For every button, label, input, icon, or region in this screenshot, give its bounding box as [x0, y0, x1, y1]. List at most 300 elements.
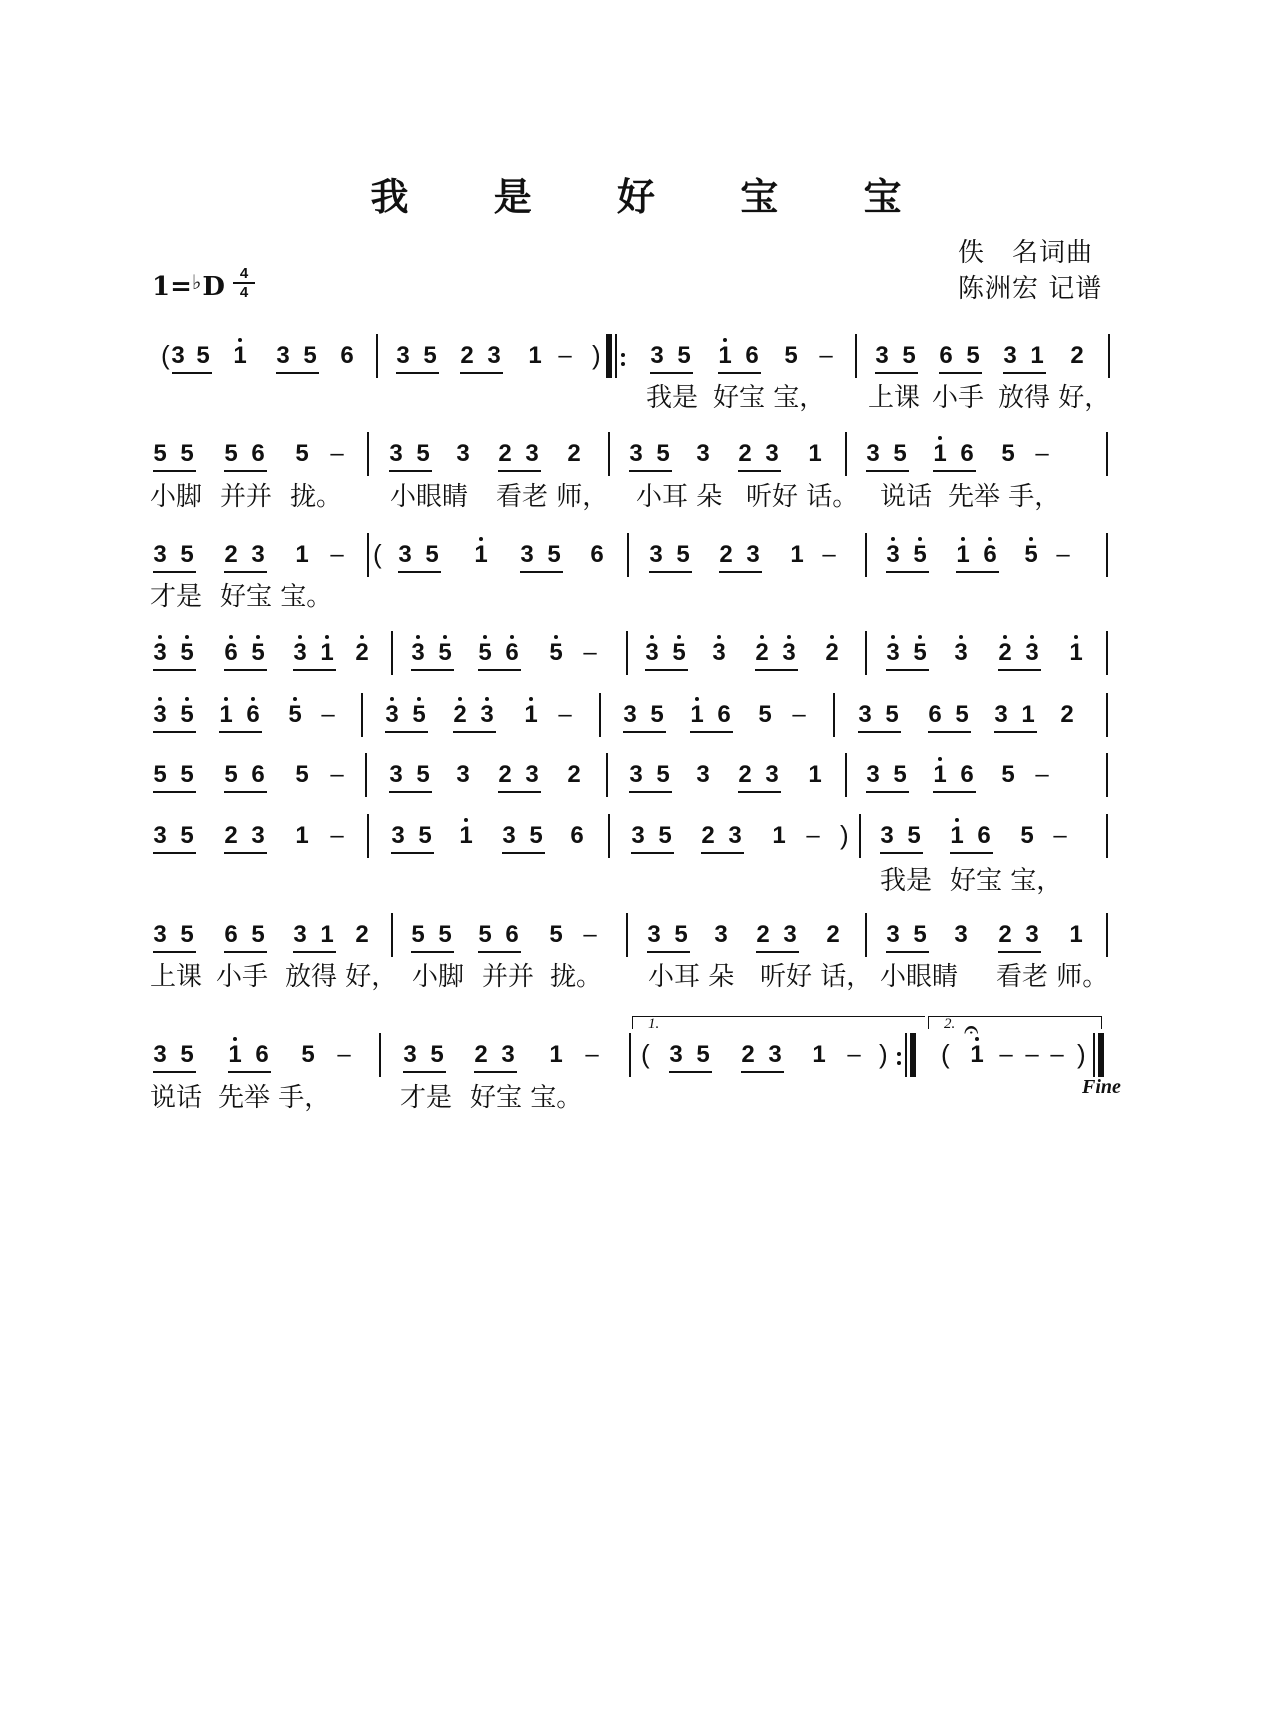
sustain-dash: –	[585, 1041, 599, 1068]
eighth-note-beam	[153, 731, 196, 733]
eighth-note-beam	[998, 669, 1041, 671]
note-5: 5	[153, 440, 167, 467]
eighth-note-beam	[389, 791, 432, 793]
note-3: 3	[477, 701, 497, 729]
note-3: 3	[520, 541, 534, 568]
eighth-note-beam	[629, 791, 672, 793]
note-3: 3	[696, 440, 710, 467]
note-3: 3	[408, 639, 428, 667]
high-octave-dot	[554, 635, 558, 639]
lyric-text: 小眼睛	[880, 962, 959, 992]
note-5: 5	[295, 440, 309, 467]
eighth-note-beam	[738, 791, 781, 793]
eighth-note-beam	[153, 791, 196, 793]
note-1: 1	[790, 541, 804, 568]
eighth-note-beam	[1003, 372, 1046, 374]
note-6: 6	[505, 921, 519, 948]
eighth-note-beam	[224, 852, 267, 854]
note-6: 6	[980, 541, 1000, 569]
note-2: 2	[822, 639, 842, 667]
time-signature	[233, 266, 255, 300]
note-3: 3	[629, 761, 643, 788]
note-5: 5	[674, 921, 688, 948]
fine-mark: Fine	[1082, 1076, 1121, 1098]
note-5: 5	[955, 701, 969, 728]
note-5: 5	[438, 921, 452, 948]
eighth-note-beam	[933, 470, 976, 472]
eighth-note-beam	[453, 731, 496, 733]
barline	[379, 1033, 381, 1077]
note-2: 2	[701, 822, 715, 849]
note-3: 3	[502, 822, 516, 849]
lyric-text: 听好 话，	[760, 962, 873, 992]
note-2: 2	[826, 921, 840, 948]
note-3: 3	[994, 701, 1008, 728]
lyric-text: 小手	[932, 383, 985, 413]
barline	[1108, 334, 1110, 378]
eighth-note-beam	[755, 669, 798, 671]
high-octave-dot	[529, 697, 533, 701]
lyric-text: 小脚	[412, 962, 465, 992]
barline-thick	[1098, 1033, 1104, 1077]
note-1: 1	[947, 822, 967, 850]
note-5: 5	[285, 701, 305, 729]
high-octave-dot	[158, 635, 162, 639]
high-octave-dot	[1074, 635, 1078, 639]
note-3: 3	[153, 1041, 167, 1068]
close-paren: )	[840, 820, 849, 850]
note-1: 1	[528, 342, 542, 369]
note-5: 5	[676, 541, 690, 568]
high-octave-dot	[677, 635, 681, 639]
notation-line-1	[0, 342, 1272, 382]
eighth-note-beam	[224, 951, 267, 953]
high-octave-dot	[959, 635, 963, 639]
note-5: 5	[224, 440, 238, 467]
note-2: 2	[752, 639, 772, 667]
high-octave-dot	[695, 697, 699, 701]
volta-first-ending	[632, 1016, 925, 1029]
note-5: 5	[301, 1041, 315, 1068]
eighth-note-beam	[866, 470, 909, 472]
note-6: 6	[255, 1041, 269, 1068]
high-octave-dot	[256, 635, 260, 639]
barline	[1106, 753, 1108, 797]
note-5: 5	[196, 342, 210, 369]
note-6: 6	[251, 440, 265, 467]
lyric-text: 先举 手，	[218, 1083, 331, 1113]
barline-thin	[905, 1033, 907, 1077]
high-octave-dot	[458, 697, 462, 701]
barline	[1106, 814, 1108, 858]
note-6: 6	[960, 440, 974, 467]
sustain-dash: –	[1035, 761, 1049, 788]
sustain-dash: –	[819, 342, 833, 369]
eighth-note-beam	[950, 852, 993, 854]
note-5: 5	[1020, 822, 1034, 849]
eighth-note-beam	[756, 951, 799, 953]
note-3: 3	[623, 701, 637, 728]
note-3: 3	[714, 921, 728, 948]
note-2: 2	[355, 921, 369, 948]
lyric-text: 拢。	[290, 482, 343, 512]
high-octave-dot	[918, 537, 922, 541]
note-2: 2	[450, 701, 470, 729]
note-3: 3	[768, 1041, 782, 1068]
note-5: 5	[180, 822, 194, 849]
note-3: 3	[276, 342, 290, 369]
high-octave-dot	[760, 635, 764, 639]
eighth-note-beam	[478, 951, 521, 953]
high-octave-dot	[650, 635, 654, 639]
note-5: 5	[416, 440, 430, 467]
eighth-note-beam	[219, 731, 262, 733]
lyric-text: 说话	[150, 1083, 203, 1113]
eighth-note-beam	[153, 1071, 196, 1073]
eighth-note-beam	[153, 669, 196, 671]
note-1: 1	[216, 701, 236, 729]
eighth-note-beam	[629, 470, 672, 472]
note-2: 2	[224, 541, 238, 568]
note-3: 3	[251, 822, 265, 849]
lyric-text: 小脚	[150, 482, 203, 512]
volta-label-1: 1.	[648, 1016, 660, 1032]
note-5: 5	[180, 440, 194, 467]
eighth-note-beam	[933, 791, 976, 793]
note-1: 1	[1021, 701, 1035, 728]
note-1: 1	[1069, 921, 1083, 948]
note-3: 3	[866, 440, 880, 467]
note-3: 3	[396, 342, 410, 369]
eighth-note-beam	[502, 852, 545, 854]
barline	[865, 913, 867, 957]
sustain-dash: –	[1050, 1041, 1064, 1068]
lyric-text: 看老 师。	[996, 962, 1109, 992]
high-octave-dot	[988, 537, 992, 541]
barline	[627, 533, 629, 577]
high-octave-dot	[443, 635, 447, 639]
eighth-note-beam	[403, 1071, 446, 1073]
note-1: 1	[808, 440, 822, 467]
barline	[367, 432, 369, 476]
eighth-note-beam	[391, 852, 434, 854]
note-3: 3	[631, 822, 645, 849]
note-1: 1	[967, 1041, 987, 1069]
eighth-note-beam	[886, 951, 929, 953]
note-5: 5	[656, 440, 670, 467]
eighth-note-beam	[875, 372, 918, 374]
open-paren: (	[373, 539, 382, 569]
note-5: 5	[295, 761, 309, 788]
eighth-note-beam	[153, 951, 196, 953]
high-octave-dot	[510, 635, 514, 639]
high-octave-dot	[298, 635, 302, 639]
note-5: 5	[224, 761, 238, 788]
note-1: 1	[456, 822, 476, 850]
eighth-note-beam	[478, 669, 521, 671]
note-1: 1	[715, 342, 735, 370]
note-3: 3	[382, 701, 402, 729]
repeat-dots	[897, 1047, 901, 1070]
note-2: 2	[738, 761, 752, 788]
lyric-text: 好宝 宝。	[470, 1083, 583, 1113]
lyric-text: 听好 话。	[746, 482, 859, 512]
sustain-dash: –	[558, 701, 572, 728]
high-octave-dot	[479, 537, 483, 541]
note-3: 3	[883, 541, 903, 569]
eighth-note-beam	[998, 951, 1041, 953]
note-5: 5	[758, 701, 772, 728]
note-5: 5	[423, 342, 437, 369]
note-3: 3	[391, 822, 405, 849]
note-3: 3	[389, 761, 403, 788]
note-3: 3	[293, 921, 307, 948]
close-paren: )	[1077, 1039, 1086, 1069]
sustain-dash: –	[337, 1041, 351, 1068]
note-6: 6	[960, 761, 974, 788]
fermata-icon: 𝄐	[964, 1015, 979, 1045]
eighth-note-beam	[293, 669, 336, 671]
high-octave-dot	[787, 635, 791, 639]
note-5: 5	[669, 639, 689, 667]
eighth-note-beam	[880, 852, 923, 854]
barline	[626, 913, 628, 957]
barline-thin	[1093, 1033, 1095, 1077]
note-3: 3	[501, 1041, 515, 1068]
note-5: 5	[180, 541, 194, 568]
barline	[1106, 432, 1108, 476]
note-3: 3	[456, 440, 470, 467]
note-1: 1	[471, 541, 491, 569]
close-paren: )	[879, 1039, 888, 1069]
barline	[361, 693, 363, 737]
close-paren: )	[592, 340, 601, 370]
note-3: 3	[866, 761, 880, 788]
note-1: 1	[225, 1041, 245, 1069]
note-2: 2	[352, 639, 372, 667]
note-3: 3	[1003, 342, 1017, 369]
eighth-note-beam	[224, 791, 267, 793]
volta-label-2: 2.	[944, 1016, 956, 1032]
note-5: 5	[180, 921, 194, 948]
eighth-note-beam	[224, 470, 267, 472]
note-1: 1	[808, 761, 822, 788]
note-5: 5	[1021, 541, 1041, 569]
note-3: 3	[647, 921, 661, 948]
barline	[1106, 631, 1108, 675]
barline	[845, 753, 847, 797]
note-5: 5	[656, 761, 670, 788]
note-2: 2	[567, 761, 581, 788]
note-3: 3	[875, 342, 889, 369]
repeat-dots	[621, 348, 625, 371]
note-1: 1	[687, 701, 707, 729]
eighth-note-beam	[153, 571, 196, 573]
eighth-note-beam	[398, 571, 441, 573]
note-5: 5	[784, 342, 798, 369]
note-5: 5	[893, 440, 907, 467]
eighth-note-beam	[645, 669, 688, 671]
note-6: 6	[251, 761, 265, 788]
note-1: 1	[1030, 342, 1044, 369]
sustain-dash: –	[321, 701, 335, 728]
sustain-dash: –	[1053, 822, 1067, 849]
high-octave-dot	[185, 635, 189, 639]
note-5: 5	[416, 761, 430, 788]
sustain-dash: –	[1025, 1041, 1039, 1068]
eighth-note-beam	[956, 571, 999, 573]
note-5: 5	[153, 761, 167, 788]
note-3: 3	[1022, 639, 1042, 667]
eighth-note-beam	[649, 571, 692, 573]
note-2: 2	[1070, 342, 1084, 369]
note-3: 3	[783, 921, 797, 948]
eighth-note-beam	[669, 1071, 712, 1073]
note-1: 1	[772, 822, 786, 849]
sustain-dash: –	[330, 822, 344, 849]
note-5: 5	[303, 342, 317, 369]
lyric-text: 拢。	[550, 962, 603, 992]
barline	[865, 631, 867, 675]
high-octave-dot	[938, 757, 942, 761]
note-5: 5	[251, 921, 265, 948]
eighth-note-beam	[293, 951, 336, 953]
note-5: 5	[546, 639, 566, 667]
high-octave-dot	[717, 635, 721, 639]
note-5: 5	[910, 639, 930, 667]
note-5: 5	[418, 822, 432, 849]
sustain-dash: –	[330, 541, 344, 568]
note-5: 5	[658, 822, 672, 849]
high-octave-dot	[485, 697, 489, 701]
note-1: 1	[930, 440, 950, 468]
eighth-note-beam	[385, 731, 428, 733]
eighth-note-beam	[276, 372, 319, 374]
notation-line-2	[0, 440, 1272, 480]
note-5: 5	[885, 701, 899, 728]
note-6: 6	[221, 639, 241, 667]
note-3: 3	[525, 761, 539, 788]
note-5: 5	[475, 639, 495, 667]
note-6: 6	[977, 822, 991, 849]
note-6: 6	[340, 342, 354, 369]
note-5: 5	[425, 541, 439, 568]
note-3: 3	[709, 639, 729, 667]
notation-line-9	[0, 1041, 1272, 1081]
notation-line-3	[0, 541, 1272, 581]
note-2: 2	[474, 1041, 488, 1068]
note-5: 5	[409, 701, 429, 729]
lyric-text: 上课	[150, 962, 203, 992]
barline	[1106, 693, 1108, 737]
eighth-note-beam	[939, 372, 982, 374]
notation-line-4	[0, 639, 1272, 679]
key-tonic: 1=	[152, 272, 192, 302]
note-5: 5	[180, 1041, 194, 1068]
note-3: 3	[765, 761, 779, 788]
high-octave-dot	[417, 697, 421, 701]
barline-thin	[615, 334, 617, 378]
barline	[865, 533, 867, 577]
high-octave-dot	[723, 338, 727, 342]
note-5: 5	[913, 921, 927, 948]
sustain-dash: –	[999, 1041, 1013, 1068]
note-6: 6	[243, 701, 263, 729]
barline	[629, 1033, 631, 1077]
note-3: 3	[696, 761, 710, 788]
eighth-note-beam	[631, 852, 674, 854]
lyric-text: 小耳 朵	[636, 482, 723, 512]
high-octave-dot	[360, 635, 364, 639]
note-3: 3	[150, 639, 170, 667]
note-1: 1	[953, 541, 973, 569]
eighth-note-beam	[224, 669, 267, 671]
high-octave-dot	[1030, 635, 1034, 639]
barline-thick	[910, 1033, 916, 1077]
eighth-note-beam	[153, 852, 196, 854]
eighth-note-beam	[498, 791, 541, 793]
high-octave-dot	[229, 635, 233, 639]
eighth-note-beam	[738, 470, 781, 472]
lyric-text: 我是	[646, 383, 699, 413]
high-octave-dot	[955, 818, 959, 822]
high-octave-dot	[238, 338, 242, 342]
high-octave-dot	[891, 635, 895, 639]
lyric-text: 并并	[220, 482, 273, 512]
note-5: 5	[902, 342, 916, 369]
note-3: 3	[650, 342, 664, 369]
barline	[367, 533, 369, 577]
note-3: 3	[251, 541, 265, 568]
note-1: 1	[295, 822, 309, 849]
note-3: 3	[290, 639, 310, 667]
notation-line-5	[0, 701, 1272, 741]
high-octave-dot	[891, 537, 895, 541]
note-3: 3	[153, 921, 167, 948]
note-1: 1	[549, 1041, 563, 1068]
note-2: 2	[498, 440, 512, 467]
open-paren: (	[641, 1039, 650, 1069]
note-1: 1	[1066, 639, 1086, 667]
lyric-text: 先举 手，	[948, 482, 1061, 512]
barline	[391, 913, 393, 957]
note-3: 3	[951, 639, 971, 667]
lyric-text: 上课	[868, 383, 921, 413]
high-octave-dot	[1029, 537, 1033, 541]
note-2: 2	[756, 921, 770, 948]
barline	[859, 814, 861, 858]
note-5: 5	[430, 1041, 444, 1068]
lyric-text: 好宝 宝，	[713, 383, 826, 413]
note-1: 1	[317, 639, 337, 667]
note-6: 6	[502, 639, 522, 667]
note-5: 5	[547, 541, 561, 568]
note-5: 5	[907, 822, 921, 849]
note-5: 5	[177, 701, 197, 729]
lyric-text: 我是	[880, 866, 933, 896]
lyric-text: 放得 好，	[998, 383, 1111, 413]
high-octave-dot	[224, 697, 228, 701]
eighth-note-beam	[411, 951, 454, 953]
note-5: 5	[177, 639, 197, 667]
barline	[367, 814, 369, 858]
note-5: 5	[893, 761, 907, 788]
credit-lyricist: 佚 名词曲	[958, 238, 1094, 268]
high-octave-dot	[325, 635, 329, 639]
key-signature	[152, 270, 225, 302]
note-2: 2	[460, 342, 474, 369]
note-3: 3	[669, 1041, 683, 1068]
